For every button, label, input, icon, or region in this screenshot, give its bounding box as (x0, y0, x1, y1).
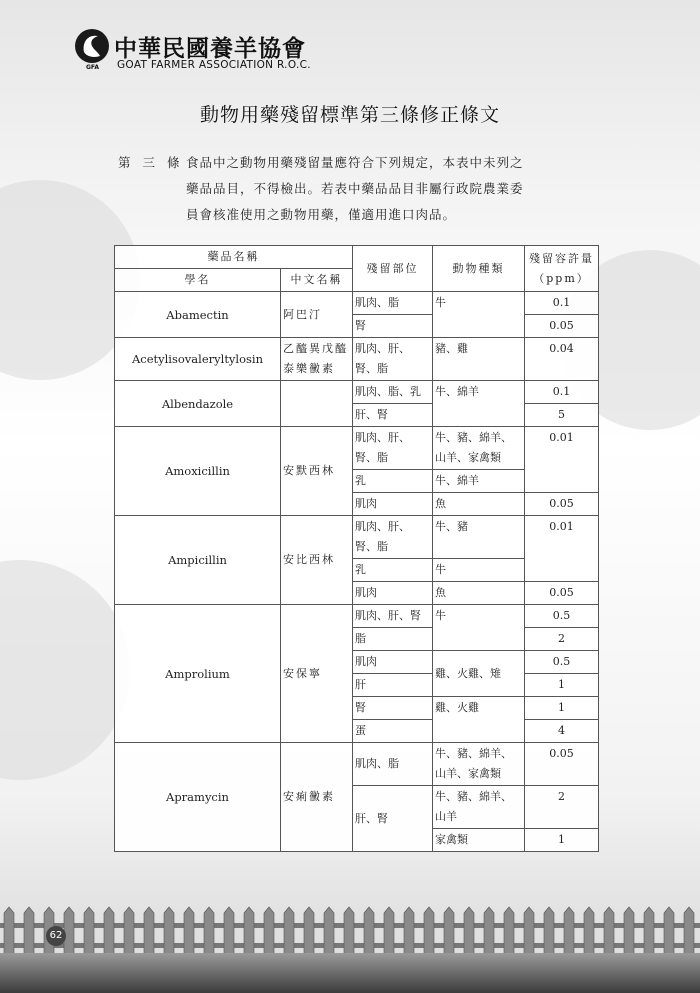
residue-standard-table (114, 245, 599, 852)
article-line: 藥品品目，不得檢出。若表中藥品品目非屬行政院農業委 (186, 181, 524, 196)
article-line: 員會核准使用之動物用藥，僅適用進口肉品。 (186, 207, 457, 222)
association-name-chinese: 中華民國養羊協會 (114, 36, 306, 62)
residue-site: 蛋 (353, 720, 433, 743)
article-text (118, 150, 608, 228)
chinese-name: 安比西林 (281, 516, 353, 605)
scientific-name: Apramycin (115, 743, 281, 852)
residue-site: 脂 (353, 628, 433, 651)
scientific-name: Amprolium (115, 605, 281, 743)
residue-site: 肌肉、脂、乳 (353, 381, 433, 404)
tolerance-value: 0.01 (525, 427, 599, 493)
tolerance-value: 1 (525, 829, 599, 852)
header-scientific-name: 學名 (115, 269, 281, 292)
animal-type: 牛、綿羊 (433, 381, 525, 427)
scientific-name: Abamectin (115, 292, 281, 338)
residue-site: 肌肉 (353, 493, 433, 516)
animal-type: 牛、豬 (433, 516, 525, 559)
table-row (115, 605, 599, 628)
table-row (115, 292, 599, 315)
grass-decoration (0, 953, 700, 993)
residue-site: 乳 (353, 470, 433, 493)
scientific-name: Albendazole (115, 381, 281, 427)
animal-type: 魚 (433, 493, 525, 516)
chinese-name: 阿巴汀 (281, 292, 353, 338)
animal-type: 魚 (433, 582, 525, 605)
tolerance-value: 0.05 (525, 582, 599, 605)
tolerance-value: 0.5 (525, 651, 599, 674)
table-row (115, 338, 599, 381)
animal-type: 豬、雞 (433, 338, 525, 381)
residue-site: 肝、腎 (353, 404, 433, 427)
chinese-name (281, 381, 353, 427)
residue-site: 肌肉、脂 (353, 743, 433, 786)
article-number: 第 三 條 (118, 155, 181, 170)
animal-type: 牛、豬、綿羊、山羊 (433, 786, 525, 829)
tolerance-value: 0.05 (525, 743, 599, 786)
residue-site: 乳 (353, 559, 433, 582)
header-tolerance: 殘留容許量（ppm） (525, 246, 599, 292)
residue-site: 肌肉 (353, 582, 433, 605)
residue-site: 肌肉、肝、腎、脂 (353, 516, 433, 559)
page-number: 62 (46, 926, 66, 946)
tolerance-value: 0.04 (525, 338, 599, 381)
tolerance-value: 0.1 (525, 292, 599, 315)
tolerance-value: 4 (525, 720, 599, 743)
table-row (115, 427, 599, 470)
chinese-name: 安保寧 (281, 605, 353, 743)
page-title: 動物用藥殘留標準第三條修正條文 (199, 104, 500, 126)
animal-type: 家禽類 (433, 829, 525, 852)
animal-type: 牛、豬、綿羊、山羊、家禽類 (433, 427, 525, 470)
residue-site: 肌肉 (353, 651, 433, 674)
association-header (74, 28, 374, 74)
residue-site: 肝、腎 (353, 786, 433, 852)
residue-site: 肌肉、肝、腎 (353, 605, 433, 628)
animal-type: 牛、綿羊 (433, 470, 525, 493)
tolerance-value: 0.5 (525, 605, 599, 628)
scientific-name: Ampicillin (115, 516, 281, 605)
chinese-name: 安痢黴素 (281, 743, 353, 852)
tolerance-value: 2 (525, 786, 599, 829)
table-row (115, 743, 599, 786)
tolerance-value: 0.05 (525, 493, 599, 516)
tolerance-value: 1 (525, 697, 599, 720)
scientific-name: Acetylisovaleryltylosin (115, 338, 281, 381)
tolerance-value: 1 (525, 674, 599, 697)
article-line: 食品中之動物用藥殘留量應符合下列規定，本表中未列之 (186, 155, 524, 170)
tolerance-value: 0.1 (525, 381, 599, 404)
animal-type: 雞、火雞、雉 (433, 651, 525, 697)
tolerance-value: 0.05 (525, 315, 599, 338)
animal-type: 雞、火雞 (433, 697, 525, 743)
animal-type: 牛 (433, 292, 525, 338)
residue-site: 腎 (353, 697, 433, 720)
chinese-name: 乙醯異戊醯泰樂黴素 (281, 338, 353, 381)
residue-site: 肌肉、脂 (353, 292, 433, 315)
table-row (115, 516, 599, 559)
association-name-english: GOAT FARMER ASSOCIATION R.O.C. (117, 59, 311, 71)
table-header-row (115, 246, 599, 269)
table-row (115, 381, 599, 404)
residue-site: 肝 (353, 674, 433, 697)
animal-type: 牛、豬、綿羊、山羊、家禽類 (433, 743, 525, 786)
animal-type: 牛 (433, 605, 525, 651)
tolerance-value: 2 (525, 628, 599, 651)
header-chinese-name: 中文名稱 (281, 269, 353, 292)
header-residue-site: 殘留部位 (353, 246, 433, 292)
tolerance-value: 5 (525, 404, 599, 427)
header-animal: 動物種類 (433, 246, 525, 292)
tolerance-value: 0.01 (525, 516, 599, 582)
scientific-name: Amoxicillin (115, 427, 281, 516)
goat-logo-icon (74, 28, 110, 64)
residue-site: 腎 (353, 315, 433, 338)
article-body (186, 150, 608, 228)
residue-site: 肌肉、肝、腎、脂 (353, 338, 433, 381)
residue-site: 肌肉、肝、腎、脂 (353, 427, 433, 470)
page-footer (0, 898, 700, 993)
animal-type: 牛 (433, 559, 525, 582)
header-drug-name: 藥品名稱 (115, 246, 353, 269)
chinese-name: 安默西林 (281, 427, 353, 516)
logo-abbreviation: GFA (86, 64, 99, 71)
